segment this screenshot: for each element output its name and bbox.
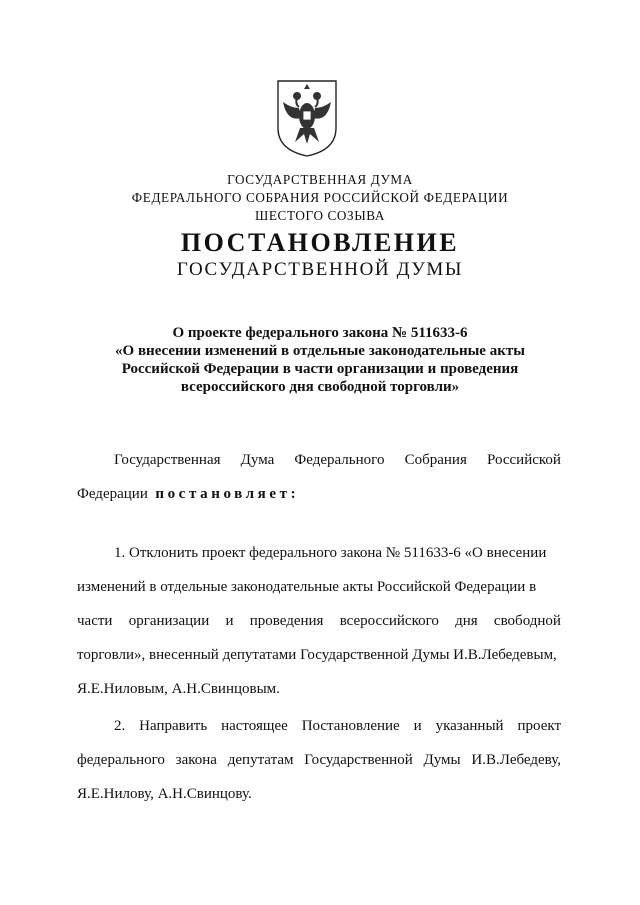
preamble: [77, 443, 561, 511]
russian-coat-of-arms-icon: [275, 78, 339, 158]
clause-line: 1. Отклонить проект федерального закона № 511633-6 «О внесении: [114, 545, 547, 561]
word: закона: [175, 752, 217, 768]
word: Думы: [423, 752, 461, 768]
word: проведения: [249, 613, 324, 629]
convocation: ШЕСТОГО СОЗЫВА: [255, 208, 385, 223]
org-name-line: ГОСУДАРСТВЕННАЯ ДУМА: [227, 172, 413, 187]
word: всероссийского: [339, 613, 439, 629]
word: депутатам: [227, 752, 294, 768]
clause-line-justified: [77, 604, 561, 638]
word: дня: [455, 613, 478, 629]
word: указанный: [435, 718, 504, 734]
word: части: [77, 613, 113, 629]
issuing-body: [0, 171, 640, 225]
word: организации: [128, 613, 210, 629]
word: и: [225, 613, 234, 629]
clause-line: Я.Е.Ниловым, А.Н.Свинцовым.: [77, 681, 280, 697]
clause-2: [77, 709, 561, 811]
word: настоящее: [221, 718, 288, 734]
subject-line: О проекте федерального закона № 511633-6: [172, 325, 468, 341]
word: 2.: [114, 718, 126, 734]
word: Постановление: [301, 718, 400, 734]
clause-line: Я.Е.Нилову, А.Н.Свинцову.: [77, 786, 252, 802]
subject-line: «О внесении изменений в отдельные законодательные акты: [115, 343, 525, 359]
clause-1: [77, 536, 561, 706]
preamble-line: [77, 443, 561, 477]
clause-line: торговли», внесенный депутатами Государственной Думы И.В.Лебедевым,: [77, 647, 557, 663]
document-type-subtitle: ГОСУДАРСТВЕННОЙ ДУМЫ: [176, 259, 464, 280]
word: Государственная: [114, 452, 221, 468]
word: Направить: [139, 718, 208, 734]
clause-line-justified: [77, 709, 561, 743]
clause-line: изменений в отдельные законодательные акты Российской Федерации в: [77, 579, 537, 595]
word: Российской: [487, 452, 561, 468]
word: Государственной: [304, 752, 413, 768]
word: Собрания: [404, 452, 467, 468]
resolution-subject: [80, 324, 560, 396]
word: и: [413, 718, 422, 734]
word: проект: [517, 718, 561, 734]
word: Дума: [240, 452, 275, 468]
word: свободной: [493, 613, 561, 629]
subject-line: Российской Федерации в части организации и проведения: [121, 361, 519, 377]
word: И.В.Лебедеву,: [471, 752, 561, 768]
org-name-line: ФЕДЕРАЛЬНОГО СОБРАНИЯ РОССИЙСКОЙ ФЕДЕРАЦИИ: [131, 190, 509, 205]
word: Федерации: [77, 486, 148, 502]
word: Федерального: [294, 452, 385, 468]
word: федерального: [77, 752, 165, 768]
subject-line: всероссийского дня свободной торговли»: [180, 379, 460, 395]
preamble-line: [77, 477, 561, 511]
operative-verb: постановляет:: [155, 486, 300, 502]
document-type-title: ПОСТАНОВЛЕНИЕ: [180, 228, 460, 257]
clause-line-justified: [77, 743, 561, 777]
